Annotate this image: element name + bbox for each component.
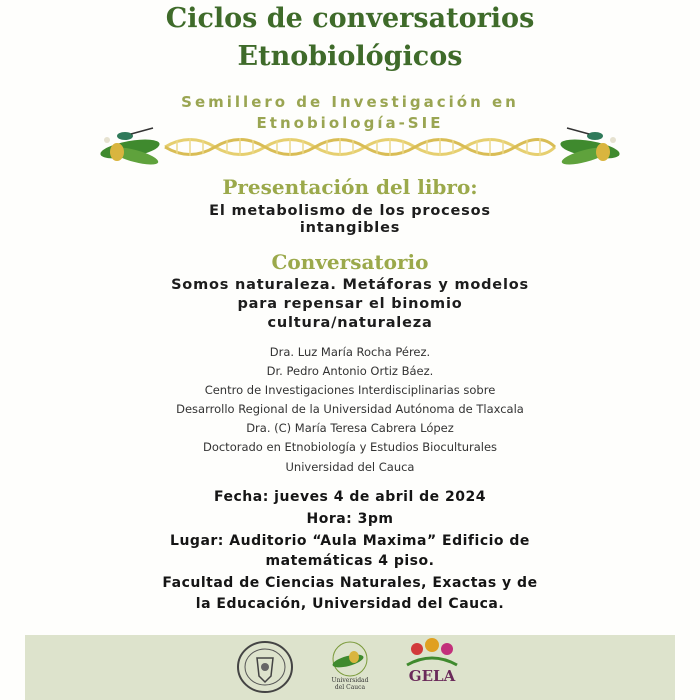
gela-text: GELA [408,667,456,685]
talk-title-line3: cultura/naturaleza [267,315,433,331]
event-place-line4: la Educación, Universidad del Cauca. [195,596,505,612]
left-hummingbird-icon [99,128,161,168]
book-title-line1: El metabolismo de los procesos [209,203,491,219]
logo-caption [315,677,385,691]
flowers-icon [402,637,462,669]
speaker-line: Desarrollo Regional de la Universidad Autónoma de Tlaxcala [176,402,524,416]
book-heading: Presentación del libro: [222,175,478,199]
talk-heading: Conversatorio [271,250,429,274]
subtitle-line2: Etnobiología-SIE [256,114,444,132]
talk-title-line2: para repensar el binomio [237,296,463,312]
university-logo [315,639,385,697]
poster-title-line1: Ciclos de conversatorios [165,3,535,34]
logo-caption-line2: del Cauca [334,684,366,691]
logo-caption-line1: Universidad [331,677,369,684]
dna-helix-icon [165,138,555,156]
speaker-line: Doctorado en Etnobiología y Estudios Bioculturales [202,440,498,454]
event-place-line1: Lugar: Auditorio “Aula Maxima” Edificio de [170,533,530,549]
speaker-line: Dra. (C) María Teresa Cabrera López [246,421,454,435]
speaker-line: Centro de Investigaciones Interdisciplinarias sobre [204,383,496,397]
event-time: Hora: 3pm [306,511,394,527]
poster-title-line2: Etnobiológicos [237,41,463,72]
footer-logos [25,635,675,700]
speaker-line: Universidad del Cauca [285,460,415,474]
event-place-line2: matemáticas 4 piso. [265,553,435,569]
subtitle-line1: Semillero de Investigación en [181,93,519,111]
leaf-hummingbird-icon [320,639,380,677]
book-title-line2: intangibles [299,220,401,236]
speaker-line: Dr. Pedro Antonio Ortiz Báez. [266,364,434,378]
right-hummingbird-icon [559,128,621,168]
talk-title-line1: Somos naturaleza. Metáforas y modelos [171,277,529,293]
university-seal-icon [235,640,295,695]
dna-decoration [95,124,625,170]
event-place-line3: Facultad de Ciencias Naturales, Exactas y de [162,575,538,591]
speaker-line: Dra. Luz María Rocha Pérez. [269,345,431,359]
event-date: Fecha: jueves 4 de abril de 2024 [214,489,486,505]
gela-logo [397,637,467,697]
